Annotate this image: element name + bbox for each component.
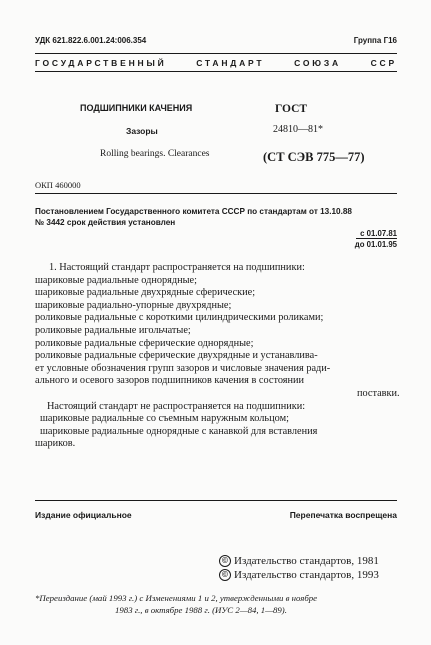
reprint-forbidden-label: Перепечатка воспрещена	[289, 510, 397, 520]
document-subtitle: Зазоры	[126, 126, 158, 136]
copyright-row	[219, 554, 379, 568]
body-line: роликовые радиальные сферические двухрядные и устанавлива-	[35, 350, 318, 362]
body-line: шариковые радиальные однорядные;	[35, 274, 197, 286]
state-word-3: СОЮЗА	[294, 58, 341, 68]
body-line: шариковые радиальные однорядные с канавкой для вставления	[40, 425, 318, 437]
body-line: роликовые радиальные с короткими цилиндрическими роликами;	[35, 312, 324, 324]
gost-label: ГОСТ	[275, 103, 308, 115]
official-edition-label: Издание официальное	[35, 510, 132, 520]
footnote-line: 1983 г., в октябре 1988 г. (ИУС 2—84, 1—89).	[115, 605, 287, 615]
copyright-line: Издательство стандартов, 1993	[234, 569, 379, 581]
copyright-line: Издательство стандартов, 1981	[234, 555, 379, 567]
dates-rule	[356, 238, 397, 239]
body-line: ет условные обозначения групп зазоров и числовые значения ради-	[35, 362, 331, 374]
body-line: шариковые радиальные со съемным наружным кольцом;	[40, 413, 289, 425]
header-rule-bottom	[35, 71, 397, 72]
document-title: ПОДШИПНИКИ КАЧЕНИЯ	[80, 103, 193, 113]
decree-line-1: Постановлением Государственного комитета СССР по стандартам от 13.10.88	[35, 207, 352, 216]
state-standard-header	[35, 58, 397, 68]
validity-from-date: с 01.07.81	[360, 229, 397, 238]
state-word-1: ГОСУДАРСТВЕННЫЙ	[35, 58, 167, 68]
state-word-2: СТАНДАРТ	[196, 58, 265, 68]
copyright-block	[219, 554, 379, 582]
body-line: роликовые радиальные игольчатые;	[35, 324, 191, 336]
body-line: ального и осевого зазоров подшипников качения в состоянии	[35, 375, 305, 387]
footnote-line: *Переиздание (май 1993 г.) с Изменениями 1 и 2, утвержденными в ноябре	[35, 593, 318, 603]
body-line: Настоящий стандарт не распространяется на подшипники:	[47, 400, 306, 412]
state-word-4: ССР	[370, 58, 397, 68]
header-rule-top	[35, 53, 397, 54]
validity-to-date: до 01.01.95	[354, 240, 397, 249]
decree-line-2: № 3442 срок действия установлен	[35, 218, 176, 227]
body-line: роликовые радиальные сферические однорядные;	[35, 337, 254, 349]
document-title-english: Rolling bearings. Clearances	[100, 149, 210, 159]
reissue-footnote	[35, 592, 317, 616]
body-line: шариковые радиальные двухрядные сферические;	[35, 287, 256, 299]
body-line: шариков.	[35, 438, 76, 450]
body-line: 1. Настоящий стандарт распространяется на подшипники:	[49, 262, 305, 273]
copyright-icon: ©	[219, 555, 231, 567]
udk-code: УДК 621.822.6.001.24:006.354	[35, 36, 147, 45]
okp-rule	[35, 193, 397, 194]
body-text	[35, 262, 400, 451]
group-code: Группа Г16	[353, 36, 397, 45]
body-line: поставки.	[357, 387, 400, 399]
footer-rule	[35, 500, 397, 501]
gost-number: 24810—81*	[273, 124, 323, 135]
copyright-row	[219, 568, 379, 582]
body-line: шариковые радиально-упорные двухрядные;	[35, 299, 232, 311]
copyright-icon: ©	[219, 569, 231, 581]
okp-code: ОКП 460000	[35, 180, 81, 190]
st-sev-number: (СТ СЭВ 775—77)	[263, 150, 365, 164]
